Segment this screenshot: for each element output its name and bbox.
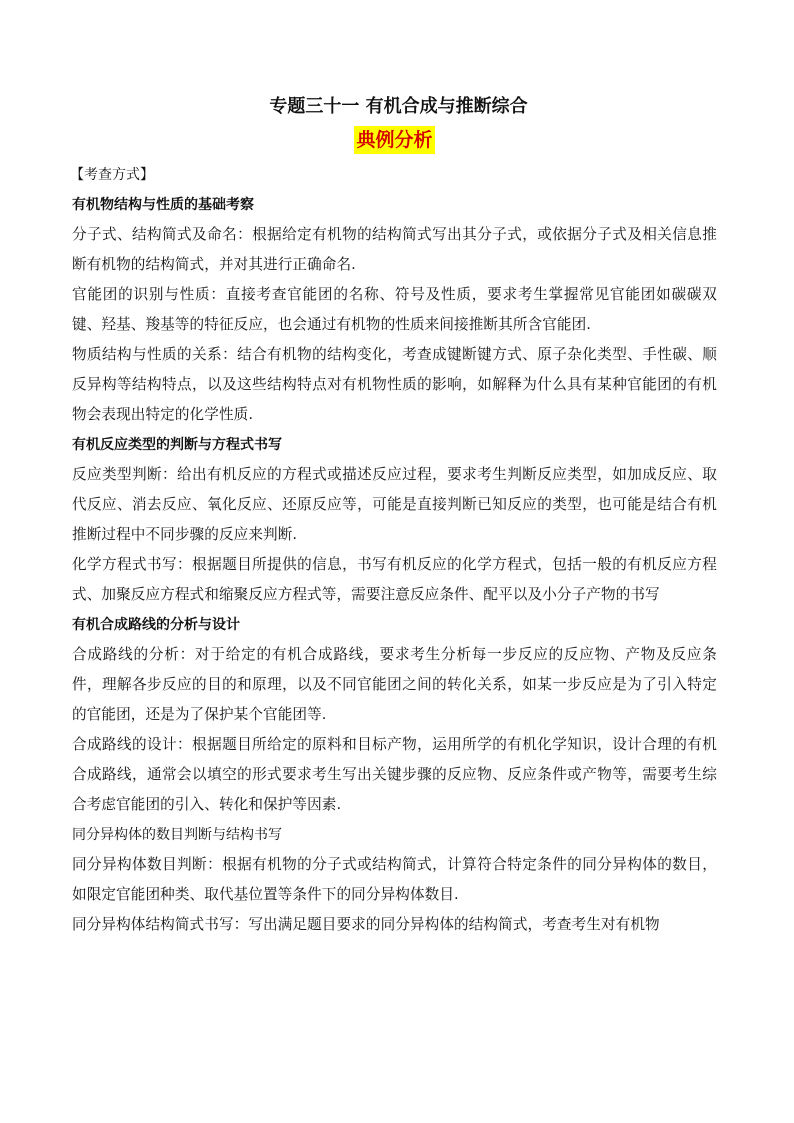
block-heading: 同分异构体的数目判断与结构书写 (72, 827, 282, 843)
block-heading: 有机反应类型的判断与方程式书写 (72, 437, 282, 453)
paragraph: 合成路线的分析：对于给定的有机合成路线，要求考生分析每一步反应的反应物、产物及反应条件，理解各步反应的目的和原理，以及不同官能团之间的转化关系，如某一步反应是为了引入特定的官能团，还是为了保护某个官能团等. (72, 646, 717, 723)
highlighted-subtitle: 典例分析 (354, 126, 434, 154)
paragraph: 分子式、结构简式及命名：根据给定有机物的结构简式写出其分子式，或依据分子式及相关信息推断有机物的结构简式，并对其进行正确命名. (72, 226, 717, 273)
section-label: 【考查方式】 (70, 167, 154, 183)
paragraph: 反应类型判断：给出有机反应的方程式或描述反应过程，要求考生判断反应类型，如加成反应、取代反应、消去反应、氧化反应、还原反应等，可能是直接判断已知反应的类型，也可能是结合有机推断过程中不同步骤的反应来判断. (72, 466, 717, 543)
paragraph: 物质结构与性质的关系：结合有机物的结构变化，考查成键断键方式、原子杂化类型、手性碳、顺反异构等结构特点，以及这些结构特点对有机物性质的影响，如解释为什么具有某种官能团的有机物会表现出特定的化学性质. (72, 346, 717, 423)
block-heading: 有机合成路线的分析与设计 (72, 617, 240, 633)
paragraph: 同分异构体结构简式书写：写出满足题目要求的同分异构体的结构简式，考查考生对有机物 (72, 916, 660, 933)
document-page (72, 92, 717, 940)
content-block-1 (72, 190, 717, 430)
block-heading: 有机物结构与性质的基础考察 (72, 197, 254, 213)
subtitle-container (72, 126, 717, 160)
content-block-3 (72, 610, 717, 820)
content-block-4 (72, 820, 717, 940)
paragraph: 化学方程式书写：根据题目所提供的信息，书写有机反应的化学方程式，包括一般的有机反应方程式、加聚反应方程式和缩聚反应方程式等，需要注意反应条件、配平以及小分子产物的书写 (72, 556, 717, 603)
paragraph: 合成路线的设计：根据题目所给定的原料和目标产物，运用所学的有机化学知识，设计合理的有机合成路线，通常会以填空的形式要求考生写出关键步骤的反应物、反应条件或产物等，需要考生综合考虑官能团的引入、转化和保护等因素. (72, 736, 717, 813)
content-block-2 (72, 430, 717, 610)
page-title: 专题三十一 有机合成与推断综合 (269, 96, 528, 117)
paragraph: 官能团的识别与性质：直接考查官能团的名称、符号及性质，要求考生掌握常见官能团如碳碳双键、羟基、羧基等的特征反应，也会通过有机物的性质来间接推断其所含官能团. (72, 286, 717, 333)
paragraph: 同分异构体数目判断：根据有机物的分子式或结构简式，计算符合特定条件的同分异构体的数目，如限定官能团种类、取代基位置等条件下的同分异构体数目. (72, 856, 717, 903)
